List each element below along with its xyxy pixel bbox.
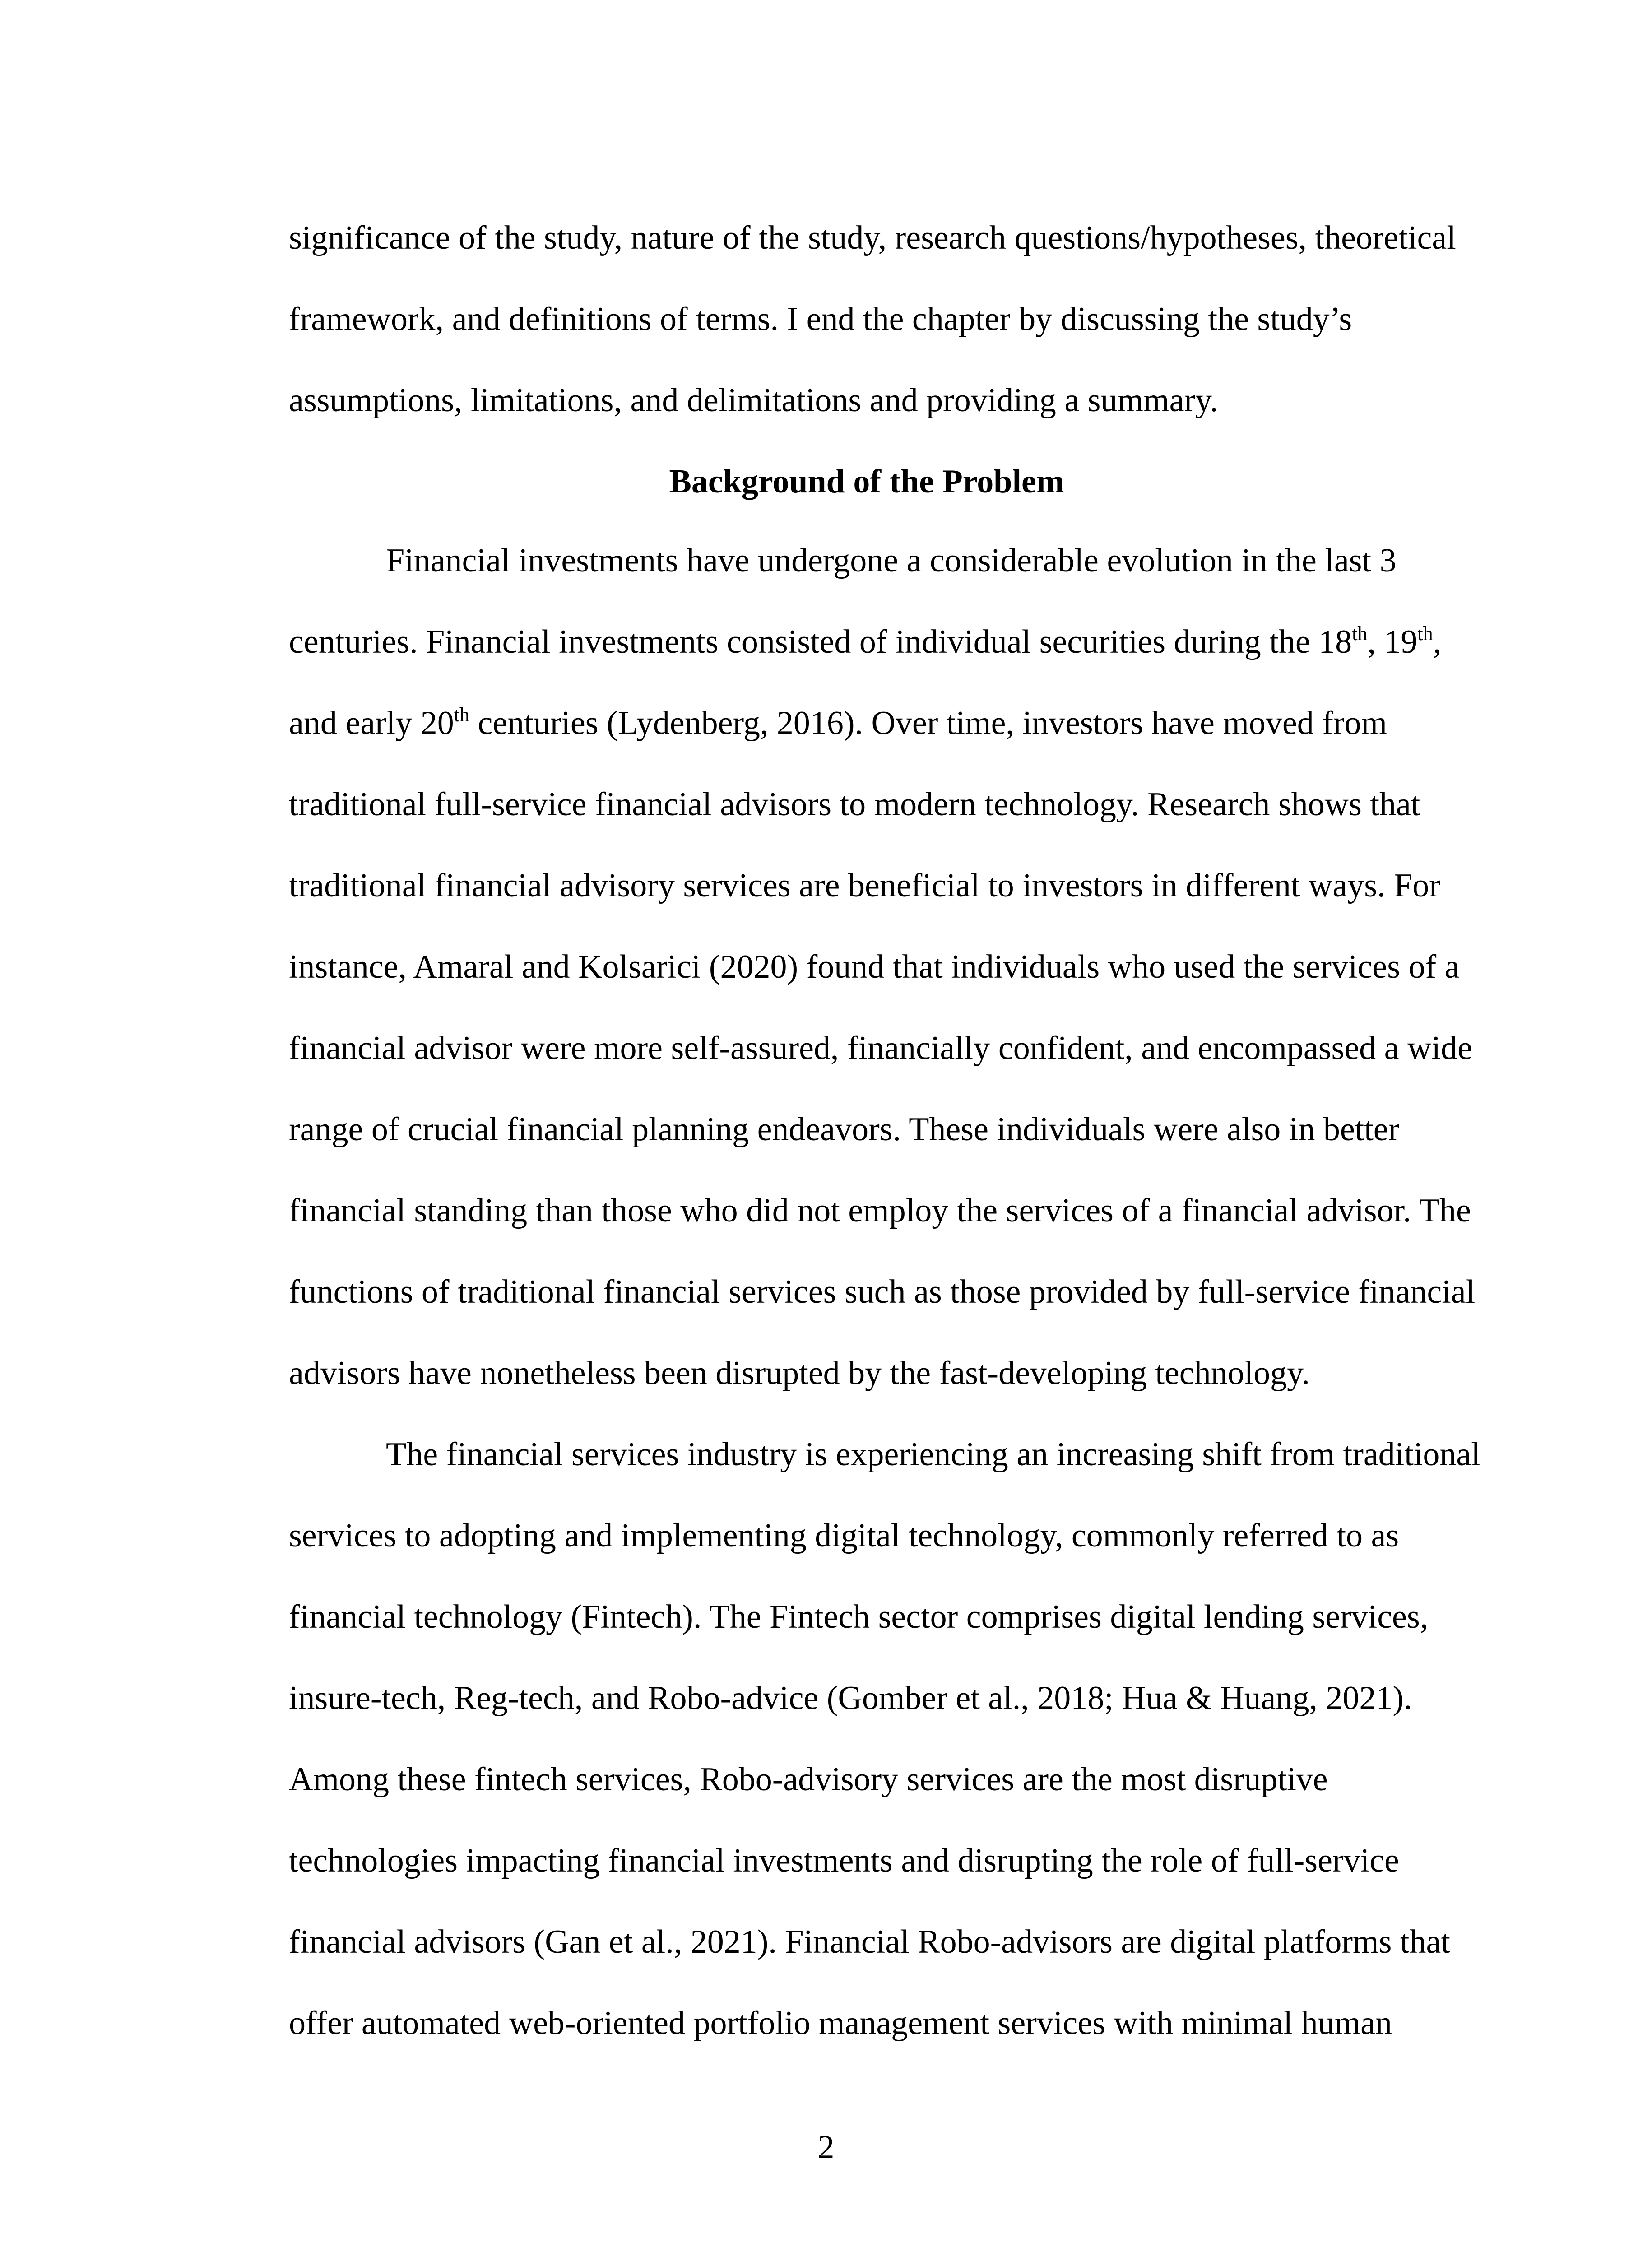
text-line: centuries. Financial investments consisted of individual securities during the 18th, 19th, [289, 622, 1442, 660]
text-line: advisors have nonetheless been disrupted by the fast-developing technology. [289, 1355, 1310, 1392]
text-line: Financial investments have undergone a considerable evolution in the last 3 [386, 542, 1397, 579]
text-line: technologies impacting financial investments and disrupting the role of full-service [289, 1842, 1399, 1879]
text-line: range of crucial financial planning endeavors. These individuals were also in better [289, 1111, 1400, 1148]
text-line: financial advisors (Gan et al., 2021). Financial Robo-advisors are digital platforms that [289, 1923, 1450, 1960]
text-line: and early 20th centuries (Lydenberg, 2016). Over time, investors have moved from [289, 704, 1387, 742]
page-number: 2 [817, 2129, 835, 2166]
text-line: financial standing than those who did not employ the services of a financial advisor. The [289, 1192, 1471, 1229]
text-line: functions of traditional financial services such as those provided by full-service financial [289, 1273, 1476, 1310]
section-heading: Background of the Problem [669, 463, 1064, 500]
text-line: Among these fintech services, Robo-advisory services are the most disruptive [289, 1761, 1328, 1798]
text-line: significance of the study, nature of the study, research questions/hypotheses, theoretical [289, 219, 1456, 256]
text-line: financial technology (Fintech). The Fintech sector comprises digital lending services, [289, 1598, 1429, 1635]
text-line: traditional full-service financial advisors to modern technology. Research shows that [289, 786, 1420, 823]
text-line: services to adopting and implementing digital technology, commonly referred to as [289, 1517, 1399, 1554]
text-line: insure-tech, Reg-tech, and Robo-advice (Gomber et al., 2018; Hua & Huang, 2021). [289, 1680, 1412, 1717]
text-line: financial advisor were more self-assured, financially confident, and encompassed a wide [289, 1030, 1472, 1067]
text-line: assumptions, limitations, and delimitations and providing a summary. [289, 382, 1218, 419]
text-line: traditional financial advisory services are beneficial to investors in different ways. For [289, 867, 1440, 904]
text-line: framework, and definitions of terms. I end the chapter by discussing the study’s [289, 301, 1352, 338]
text-line: The financial services industry is experiencing an increasing shift from traditional [386, 1436, 1480, 1473]
text-line: offer automated web-oriented portfolio management services with minimal human [289, 2005, 1392, 2042]
text-line: instance, Amaral and Kolsarici (2020) found that individuals who used the services of a [289, 948, 1460, 985]
